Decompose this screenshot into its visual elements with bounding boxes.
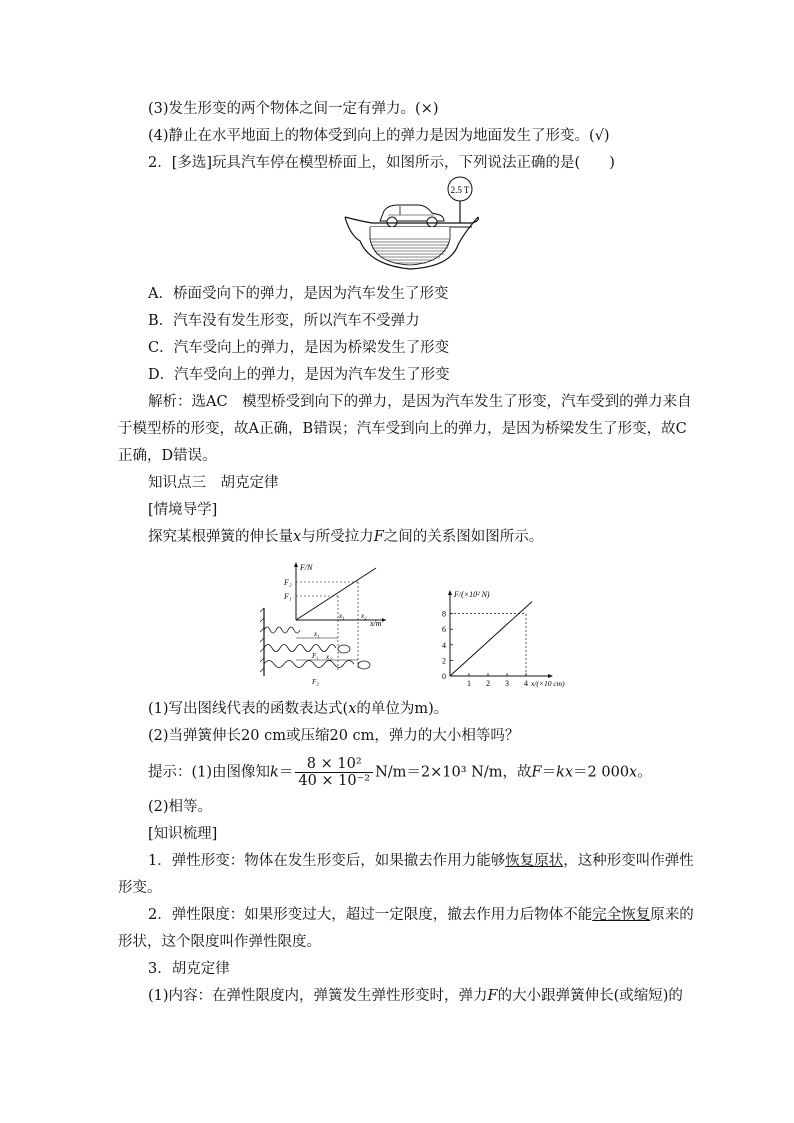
question-1: (1)写出图线代表的函数表达式(x的单位为m)。 <box>148 701 449 717</box>
analysis-line-3: 正确，D错误。 <box>118 448 217 464</box>
option-a: A．桥面受向下的弹力，是因为汽车发生了形变 <box>148 286 449 302</box>
option-c: C．汽车受向上的弹力，是因为桥梁发生了形变 <box>148 340 450 356</box>
spring-figure <box>258 558 398 688</box>
statement-4: (4)静止在水平地面上的物体受到向上的弹力是因为地面发生了形变。(√) <box>148 128 610 144</box>
x-tick-label: 2 <box>486 679 490 688</box>
label-F1: F₁ <box>284 592 292 601</box>
x-tick-label: 1 <box>467 679 471 688</box>
label-F2: F₂ <box>284 578 292 587</box>
label-FN: F/N <box>300 563 313 572</box>
question-2-spring: (2)当弹簧伸长20 cm或压缩20 cm，弹力的大小相等吗？ <box>148 728 520 744</box>
y-tick-label: 4 <box>442 640 446 650</box>
label-F2-spring: F₂ <box>312 678 319 686</box>
x-tick-label: 3 <box>505 679 509 688</box>
question-2: 2．[多选]玩具汽车停在模型桥面上，如图所示，下列说法正确的是( ) <box>148 155 615 171</box>
def-3-content: (1)内容：在弹性限度内，弹簧发生弹性形变时，弹力F的大小跟弹簧伸长(或缩短)的 <box>148 988 683 1004</box>
def-3: 3．胡克定律 <box>148 961 230 977</box>
tag-knowledge: [知识梳理] <box>148 826 218 842</box>
x-axis-arrow <box>548 674 553 678</box>
y-tick-label: 2 <box>442 656 446 666</box>
y-tick-label: 8 <box>442 609 446 619</box>
label-F1-spring: F₁ <box>312 652 319 660</box>
tag-situation: [情境导学] <box>148 502 218 518</box>
y-axis-arrow <box>448 590 452 595</box>
y-tick-label: 0 <box>442 672 446 681</box>
option-b: B．汽车没有发生形变，所以汽车不受弹力 <box>148 313 420 329</box>
intro-text: 探究某根弹簧的伸长量x与所受拉力F之间的关系图如图所示。 <box>148 529 544 545</box>
label-x2-spring: x₂ <box>326 653 332 661</box>
label-xm: x/m <box>370 619 382 628</box>
data-line <box>450 602 532 676</box>
label-x1-axis: x₁ <box>339 612 345 620</box>
label-x2-axis: x₂ <box>361 612 367 620</box>
def-1-cont: 形变。 <box>118 880 162 896</box>
force-extension-chart <box>428 588 568 688</box>
y-axis-label: F/(×10² N) <box>454 590 490 599</box>
section-title: 知识点三 胡克定律 <box>148 475 279 491</box>
hint-line: 提示：(1)由图像知k＝ $\frac{\text{8 × 10²}}{\text{40 × 10⁻²}}$ N/m＝2×10³ N/m，故F＝kx＝2 000x。 <box>148 756 652 789</box>
statement-3: (3)发生形变的两个物体之间一定有弹力。(×) <box>148 101 439 117</box>
x-axis-label: x/(×10 cm) <box>531 679 565 688</box>
sign-text: 2.5 T <box>450 185 470 195</box>
def-2-cont: 形状，这个限度叫作弹性限度。 <box>118 934 321 950</box>
hint-2: (2)相等。 <box>148 799 213 815</box>
label-x1-spring: x₁ <box>314 630 320 638</box>
fraction: $\frac{\text{8 × 10²}}{\text{40 × 10⁻²}}$ <box>295 756 373 789</box>
analysis-line-1: 解析：选AC 模型桥受到向下的弹力，是因为汽车发生了形变，汽车受到的弹力来自 <box>148 394 692 410</box>
analysis-line-2: 于模型桥的形变，故A正确，B错误；汽车受到向上的弹力，是因为桥梁发生了形变，故C <box>118 421 687 437</box>
def-2: 2．弹性限度：如果形变过大，超过一定限度，撤去作用力后物体不能完全恢复原来的 <box>148 907 694 923</box>
x-tick-label: 4 <box>524 679 528 688</box>
def-1: 1．弹性形变：物体在发生形变后，如果撤去作用力能够恢复原状，这种形变叫作弹性 <box>148 853 694 869</box>
bridge-car-figure <box>340 175 480 275</box>
option-d: D．汽车受向上的弹力，是因为汽车发生了形变 <box>148 367 450 383</box>
y-tick-label: 6 <box>442 625 446 635</box>
